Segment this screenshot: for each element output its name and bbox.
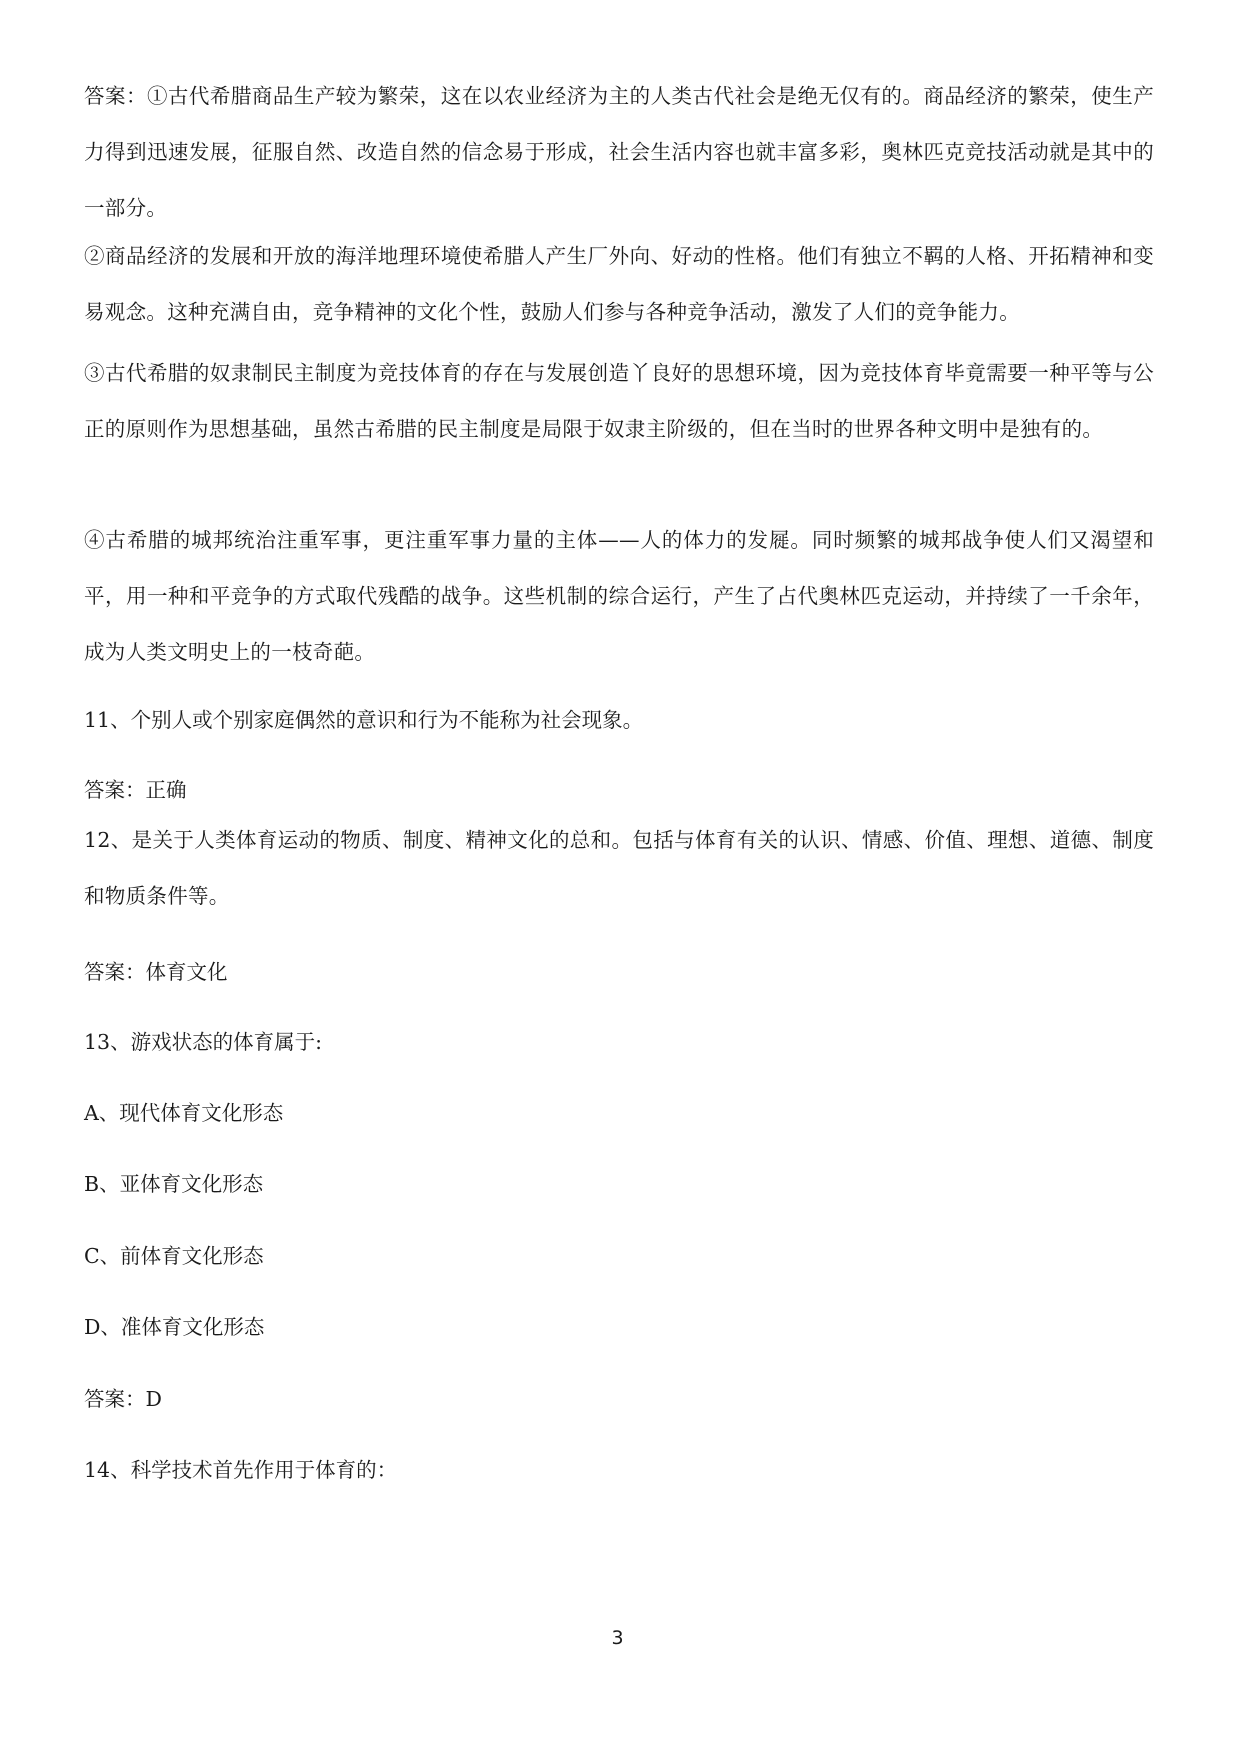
option-d: D、准体育文化形态 <box>84 1315 265 1339</box>
question-12: 12、是关于人类体育运动的物质、制度、精神文化的总和。包括与体育有关的认识、情感、价值、理想、道德、制度和物质条件等。 <box>84 828 1154 908</box>
answer-paragraph-3: ③古代希腊的奴隶制民主制度为竞技体育的存在与发展创造丫良好的思想环境，因为竞技体育毕竟需要一种平等与公正的原则作为思想基础，虽然古希腊的民主制度是局限于奴隶主阶级的，但在当时的世界各种文明中是独有的。 <box>84 361 1154 441</box>
answer-paragraph-2: ②商品经济的发展和开放的海洋地理环境使希腊人产生厂外向、好动的性格。他们有独立不羁的人格、开拓精神和变易观念。这种充满自由，竞争精神的文化个性，鼓励人们参与各种竞争活动，激发了人们的竞争能力。 <box>84 244 1154 324</box>
answer-paragraph-1: 答案：①古代希腊商品生产较为繁荣，这在以农业经济为主的人类古代社会是绝无仅有的。商品经济的繁荣，使生产力得到迅速发展，征服自然、改造自然的信念易于形成，社会生活内容也就丰富多彩，奥林匹克竞技活动就是其中的一部分。 <box>84 84 1154 220</box>
question-14: 14、科学技术首先作用于体育的： <box>84 1458 398 1482</box>
answer-12: 答案：体育文化 <box>84 960 228 984</box>
option-a: A、现代体育文化形态 <box>84 1101 284 1125</box>
option-b: B、亚体育文化形态 <box>84 1172 264 1196</box>
question-11: 11、个别人或个别家庭偶然的意识和行为不能称为社会现象。 <box>84 708 644 732</box>
answer-11: 答案：正确 <box>84 778 187 802</box>
question-13: 13、游戏状态的体育属于: <box>84 1030 322 1054</box>
answer-13: 答案：D <box>84 1387 162 1411</box>
answer-paragraph-4: ④古希腊的城邦统治注重军事，更注重军事力量的主体——人的体力的发屣。同时频繁的城邦战争使人们又渴望和平，用一种和平竞争的方式取代残酷的战争。这些机制的综合运行，产生了占代奥林匹克运动，并持续了一千余年，成为人类文明史上的一枝奇葩。 <box>84 528 1154 664</box>
page-number: 3 <box>611 1627 624 1649</box>
option-c: C、前体育文化形态 <box>84 1244 264 1268</box>
